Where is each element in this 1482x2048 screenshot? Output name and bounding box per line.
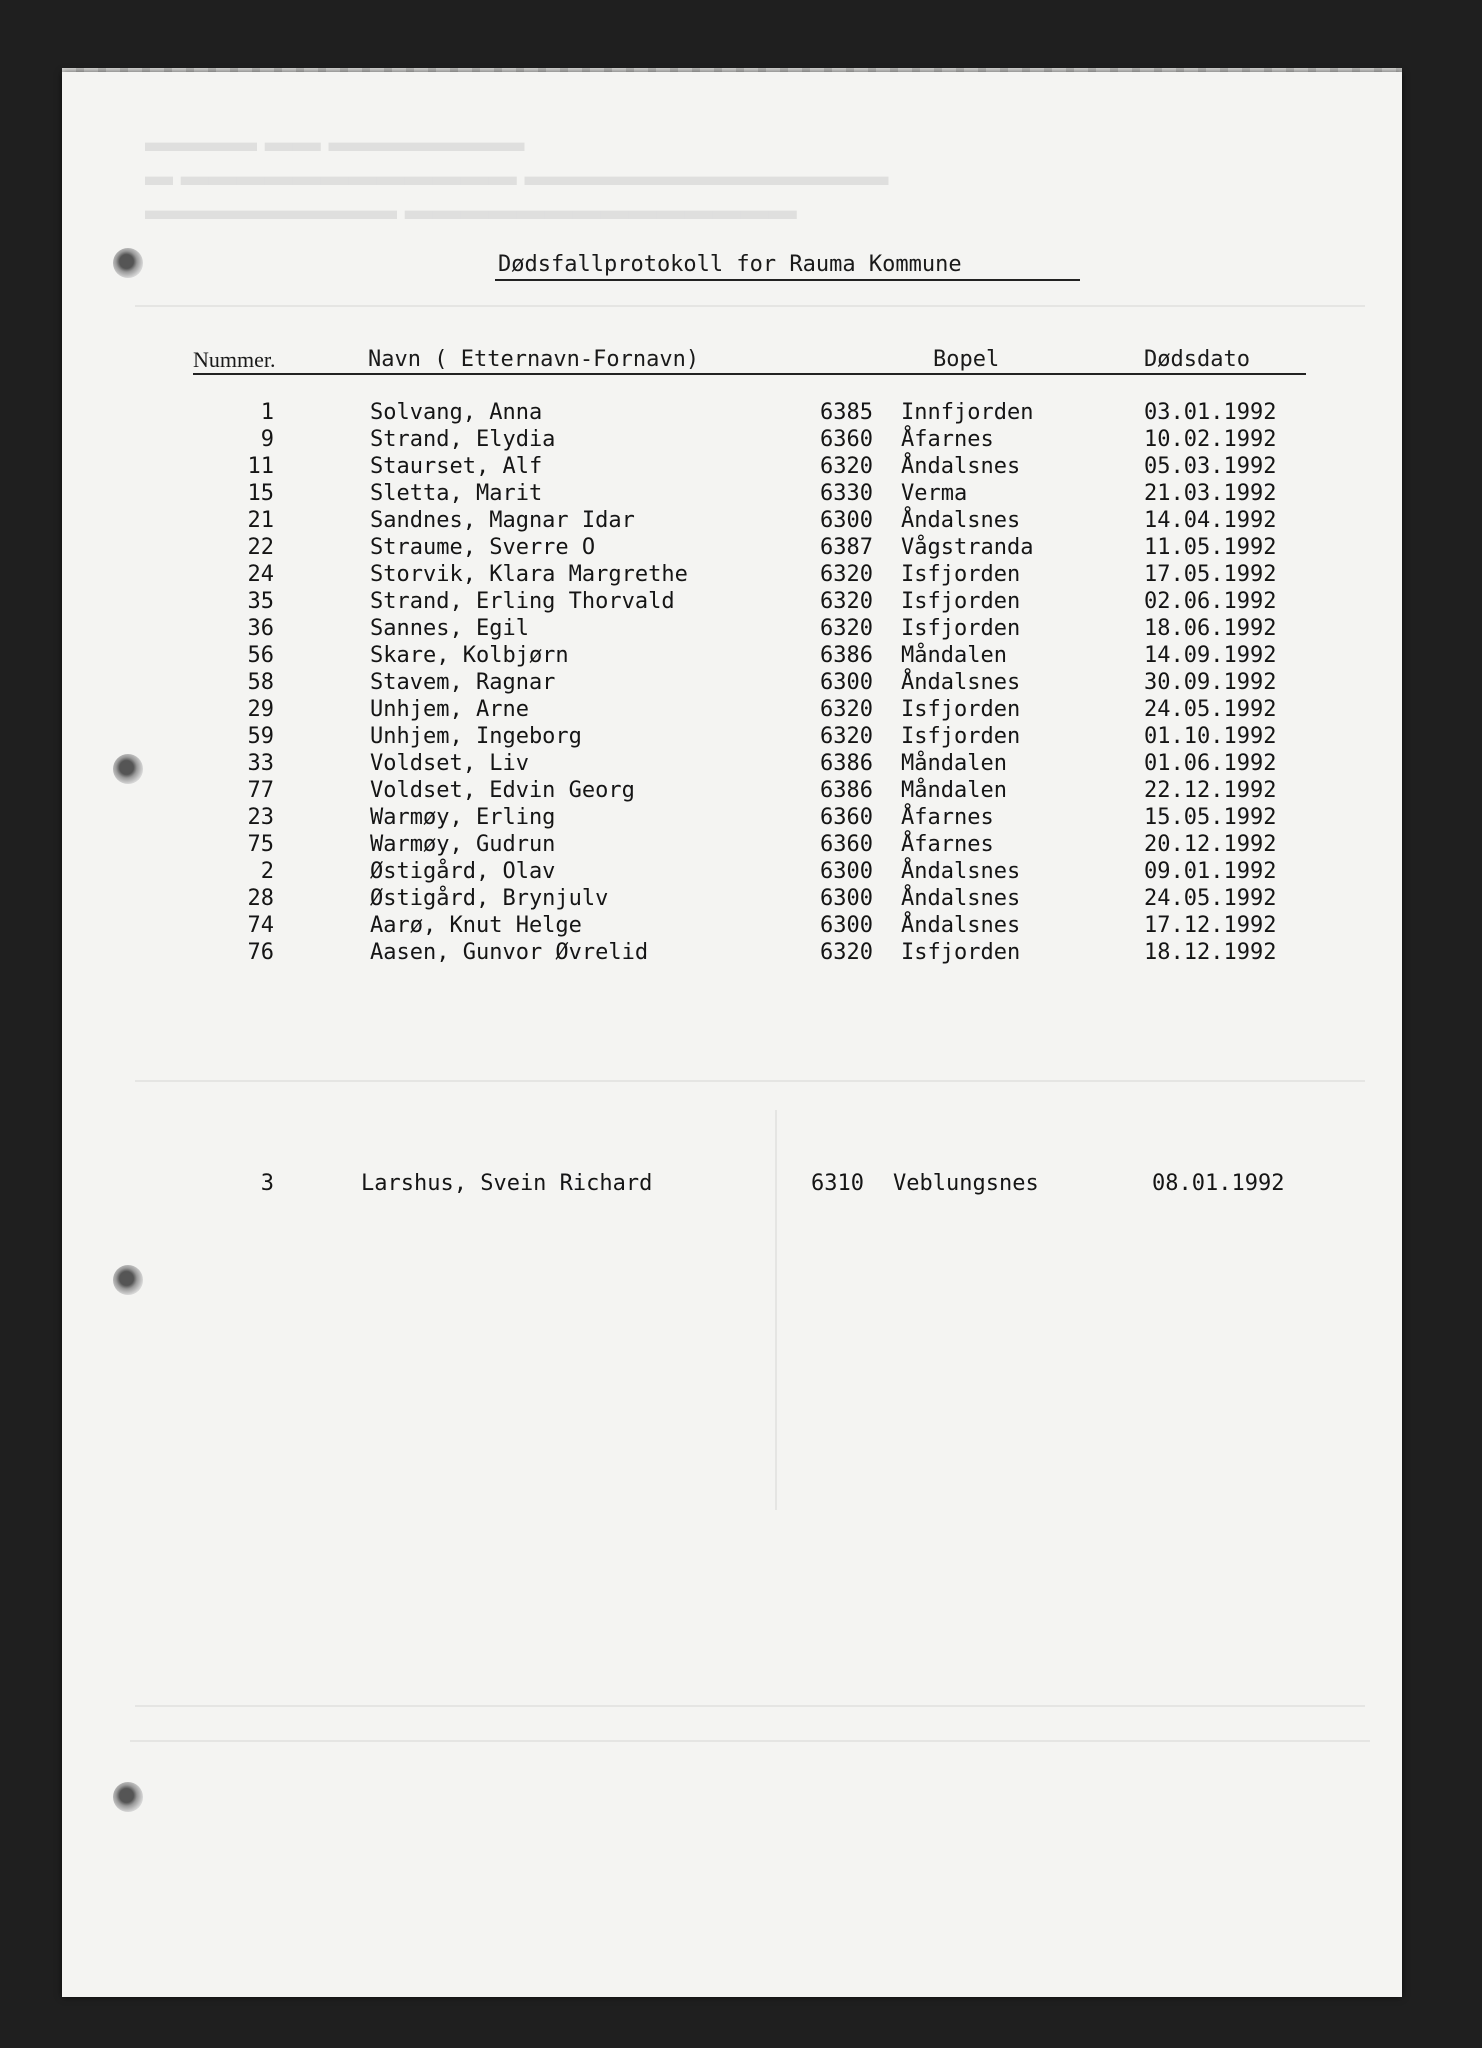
row-number: 28 — [247, 886, 274, 911]
row-name: Stavem, Ragnar — [370, 670, 556, 695]
table-row — [0, 670, 1482, 697]
punch-hole — [113, 1782, 143, 1812]
row-number: 36 — [247, 616, 274, 641]
row-number: 76 — [247, 940, 274, 965]
table-row — [0, 751, 1482, 778]
row-number: 56 — [247, 643, 274, 668]
row-postcode: 6300 — [820, 886, 873, 911]
row-place: Åndalsnes — [901, 670, 1021, 695]
row-date: 22.12.1992 — [1144, 778, 1277, 803]
row-date: 30.09.1992 — [1144, 670, 1277, 695]
row-number: 21 — [247, 508, 274, 533]
row-place: Åndalsnes — [901, 886, 1021, 911]
table-row — [0, 805, 1482, 832]
row-place: Isfjorden — [901, 940, 1021, 965]
row-date: 05.03.1992 — [1144, 454, 1277, 479]
row-place: Åfarnes — [901, 832, 994, 857]
row-date: 14.04.1992 — [1144, 508, 1277, 533]
table-row — [0, 724, 1482, 751]
row-date: 01.06.1992 — [1144, 751, 1277, 776]
row-date: 03.01.1992 — [1144, 400, 1277, 425]
row-place: Isfjorden — [901, 697, 1021, 722]
row-number: 77 — [247, 778, 274, 803]
show-through-rule — [135, 1705, 1365, 1707]
row-number: 2 — [260, 859, 274, 884]
row-name: Aasen, Gunvor Øvrelid — [370, 940, 649, 965]
row-date: 11.05.1992 — [1144, 535, 1277, 560]
row-date: 24.05.1992 — [1144, 697, 1277, 722]
table-row — [0, 400, 1482, 427]
row-place: Åndalsnes — [901, 913, 1021, 938]
table-row — [0, 913, 1482, 940]
row-date: 15.05.1992 — [1144, 805, 1277, 830]
show-through-rule — [130, 1740, 1370, 1742]
row-postcode: 6385 — [820, 400, 873, 425]
table-row — [0, 643, 1482, 670]
table-row — [0, 562, 1482, 589]
row-number: 74 — [247, 913, 274, 938]
row-postcode: 6330 — [820, 481, 873, 506]
table-row — [0, 778, 1482, 805]
row-name: Voldset, Liv — [370, 751, 529, 776]
row-postcode: 6387 — [820, 535, 873, 560]
row-place: Vågstranda — [901, 535, 1034, 560]
row-name: Unhjem, Ingeborg — [370, 724, 582, 749]
row-postcode: 6320 — [820, 454, 873, 479]
row-postcode: 6320 — [820, 724, 873, 749]
punch-hole — [113, 248, 143, 278]
row-name: Strand, Erling Thorvald — [370, 589, 675, 614]
row-name: Skare, Kolbjørn — [370, 643, 569, 668]
row-number: 15 — [247, 481, 274, 506]
row-number: 22 — [247, 535, 274, 560]
row-name: Staurset, Alf — [370, 454, 543, 479]
row-postcode: 6360 — [820, 427, 873, 452]
row-name: Sletta, Marit — [370, 481, 543, 506]
show-through-rule — [775, 1110, 777, 1510]
row-postcode: 6320 — [820, 616, 873, 641]
row-name: Aarø, Knut Helge — [370, 913, 582, 938]
row-date: 09.01.1992 — [1144, 859, 1277, 884]
row-date: 08.01.1992 — [1152, 1171, 1285, 1196]
table-row — [0, 427, 1482, 454]
row-number: 29 — [247, 697, 274, 722]
table-row — [0, 886, 1482, 913]
row-date: 18.06.1992 — [1144, 616, 1277, 641]
row-date: 24.05.1992 — [1144, 886, 1277, 911]
row-name: Østigård, Olav — [370, 859, 556, 884]
row-postcode: 6386 — [820, 643, 873, 668]
row-date: 10.02.1992 — [1144, 427, 1277, 452]
row-place: Åndalsnes — [901, 454, 1021, 479]
table-row — [0, 616, 1482, 643]
row-postcode: 6310 — [811, 1171, 864, 1196]
row-place: Åfarnes — [901, 427, 994, 452]
table-row — [0, 859, 1482, 886]
table-row — [0, 589, 1482, 616]
row-place: Måndalen — [901, 643, 1007, 668]
row-postcode: 6320 — [820, 589, 873, 614]
row-name: Warmøy, Erling — [370, 805, 556, 830]
row-date: 20.12.1992 — [1144, 832, 1277, 857]
row-postcode: 6360 — [820, 805, 873, 830]
row-place: Veblungsnes — [893, 1171, 1039, 1196]
row-name: Strand, Elydia — [370, 427, 556, 452]
row-name: Voldset, Edvin Georg — [370, 778, 635, 803]
row-place: Innfjorden — [901, 400, 1034, 425]
row-postcode: 6300 — [820, 913, 873, 938]
row-name: Sannes, Egil — [370, 616, 529, 641]
row-place: Isfjorden — [901, 562, 1021, 587]
table-row — [0, 940, 1482, 967]
row-name: Unhjem, Arne — [370, 697, 529, 722]
row-place: Måndalen — [901, 751, 1007, 776]
row-number: 23 — [247, 805, 274, 830]
table-row — [0, 832, 1482, 859]
row-name: Sandnes, Magnar Idar — [370, 508, 635, 533]
row-postcode: 6360 — [820, 832, 873, 857]
row-number: 59 — [247, 724, 274, 749]
title-underline — [495, 279, 1080, 281]
show-through-rule — [135, 1080, 1365, 1082]
row-date: 01.10.1992 — [1144, 724, 1277, 749]
row-place: Isfjorden — [901, 616, 1021, 641]
row-date: 21.03.1992 — [1144, 481, 1277, 506]
row-number: 75 — [247, 832, 274, 857]
row-date: 18.12.1992 — [1144, 940, 1277, 965]
show-through-form: ▬▬▬▬ ▬▬ ▬▬▬▬▬▬▬ ▬ ▬▬▬▬▬▬▬▬▬▬▬▬ ▬▬▬▬▬▬▬▬▬▬▬▬▬ ▬▬▬▬▬▬▬▬▬ ▬▬▬▬▬▬▬▬▬▬▬▬▬▬ — [145, 126, 889, 225]
row-postcode: 6300 — [820, 859, 873, 884]
row-place: Verma — [901, 481, 968, 506]
row-number: 9 — [260, 427, 274, 452]
row-place: Åndalsnes — [901, 508, 1021, 533]
row-postcode: 6320 — [820, 940, 873, 965]
row-postcode: 6300 — [820, 670, 873, 695]
row-date: 17.12.1992 — [1144, 913, 1277, 938]
row-number: 58 — [247, 670, 274, 695]
row-number: 33 — [247, 751, 274, 776]
row-number: 1 — [260, 400, 274, 425]
header-number: Nummer. — [193, 347, 276, 372]
header-rule — [193, 373, 1306, 375]
table-row — [0, 508, 1482, 535]
row-name: Storvik, Klara Margrethe — [370, 562, 688, 587]
row-name: Solvang, Anna — [370, 400, 543, 425]
row-postcode: 6320 — [820, 562, 873, 587]
show-through-rule — [135, 305, 1365, 307]
row-number: 11 — [247, 454, 274, 479]
table-row — [0, 454, 1482, 481]
table-row — [0, 535, 1482, 562]
header-residence: Bopel — [933, 347, 1000, 372]
punch-hole — [113, 1265, 143, 1295]
table-row — [0, 481, 1482, 508]
row-place: Åfarnes — [901, 805, 994, 830]
row-number: 35 — [247, 589, 274, 614]
row-name: Østigård, Brynjulv — [370, 886, 609, 911]
row-number: 24 — [247, 562, 274, 587]
extra-table-row — [0, 1171, 1482, 1198]
table-row — [0, 697, 1482, 724]
row-date: 17.05.1992 — [1144, 562, 1277, 587]
row-postcode: 6320 — [820, 697, 873, 722]
header-name: Navn ( Etternavn-Fornavn) — [368, 347, 700, 372]
row-place: Isfjorden — [901, 724, 1021, 749]
row-postcode: 6386 — [820, 778, 873, 803]
row-place: Måndalen — [901, 778, 1007, 803]
row-name: Larshus, Svein Richard — [361, 1171, 653, 1196]
row-date: 14.09.1992 — [1144, 643, 1277, 668]
row-place: Åndalsnes — [901, 859, 1021, 884]
row-postcode: 6386 — [820, 751, 873, 776]
row-place: Isfjorden — [901, 589, 1021, 614]
document-title: Dødsfallprotokoll for Rauma Kommune — [498, 252, 962, 277]
header-death-date: Dødsdato — [1144, 347, 1250, 372]
row-date: 02.06.1992 — [1144, 589, 1277, 614]
row-name: Warmøy, Gudrun — [370, 832, 556, 857]
row-number: 3 — [260, 1171, 274, 1196]
row-name: Straume, Sverre O — [370, 535, 596, 560]
row-postcode: 6300 — [820, 508, 873, 533]
